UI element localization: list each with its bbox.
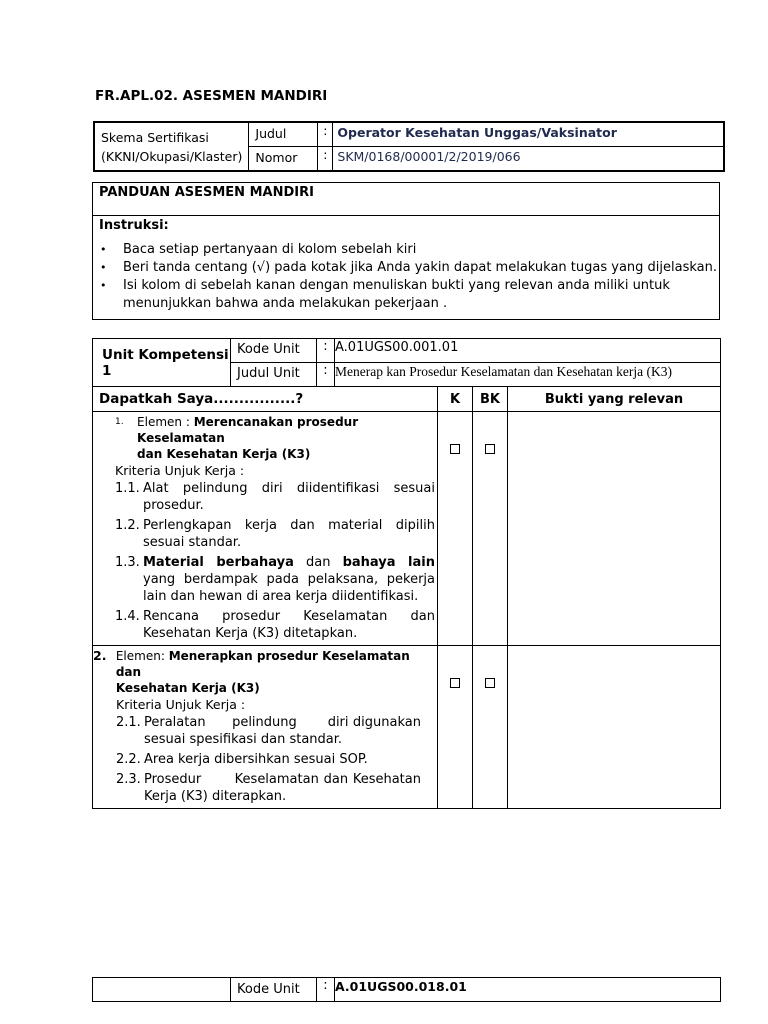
unit-2-kode-value: A.01UGS00.018.01 — [335, 978, 721, 1002]
kuk-number: 1.2. — [115, 518, 140, 533]
k-checkbox[interactable] — [450, 678, 460, 688]
element-2-num: 2. — [93, 648, 107, 663]
bk-cell-2 — [473, 646, 508, 809]
element-1-cell — [93, 412, 438, 646]
nomor-colon: : — [318, 147, 333, 172]
instruction-item: • Baca setiap pertanyaan di kolom sebelah kiri — [123, 241, 719, 259]
element-1-title-line2: dan Kesehatan Kerja (K3) — [137, 447, 311, 461]
panduan-box — [92, 182, 720, 320]
kuk-1-1 — [115, 480, 437, 514]
bk-cell-1 — [473, 412, 508, 646]
element-2-kriteria: Kriteria Unjuk Kerja : — [116, 697, 246, 712]
kuk-number: 2.2. — [116, 752, 141, 767]
kode-unit-label: Kode Unit — [231, 339, 317, 363]
kuk-text: Area kerja dibersihkan sesuai SOP. — [144, 752, 368, 767]
kuk-text: Rencana prosedur Keselamatan dan Kesehatan Kerja (K3) ditetapkan. — [143, 609, 435, 641]
kuk-1-2 — [115, 517, 437, 551]
unit-2-kode-label: Kode Unit — [231, 978, 317, 1002]
kuk-text: Alat pelindung diri diidentifikasi sesuai prosedur. — [143, 481, 435, 513]
element-2-cell — [93, 646, 438, 809]
unit-2-table — [92, 977, 721, 1002]
kuk-1-3 — [115, 554, 437, 605]
unit-label: Unit Kompetensi 1 — [93, 339, 231, 387]
kuk-text-part: yang berdampak pada pelaksana, pekerja lain dan hewan di area kerja diidentifikasi. — [143, 572, 435, 604]
col-bukti-header: Bukti yang relevan — [508, 387, 721, 412]
element-2-prefix: Elemen: — [115, 649, 169, 663]
form-title: FR.APL.02. ASESMEN MANDIRI — [95, 88, 328, 104]
bk-checkbox[interactable] — [485, 678, 495, 688]
skema-label-line1: Skema Sertifikasi — [101, 130, 209, 145]
skema-table — [93, 121, 725, 172]
kuk-2-2 — [116, 751, 437, 768]
kode-unit-value: A.01UGS00.001.01 — [335, 339, 721, 363]
kuk-text: Prosedur Keselamatan dan Kesehatan Kerja (K3) diterapkan. — [144, 772, 426, 804]
element-row-1 — [93, 412, 721, 646]
kuk-text — [143, 554, 437, 605]
instruksi-label: Instruksi: — [99, 218, 169, 233]
col-question-header: Dapatkah Saya................? — [93, 387, 438, 412]
skema-label-line2: (KKNI/Okupasi/Klaster) — [101, 149, 243, 164]
bukti-cell-2[interactable] — [508, 646, 721, 809]
judul-unit-colon: : — [317, 363, 335, 387]
k-checkbox[interactable] — [450, 444, 460, 454]
element-2-title-line1: Menerapkan prosedur Keselamatan dan — [115, 649, 410, 679]
k-cell-2 — [438, 646, 473, 809]
instruction-item: • Beri tanda centang (√) pada kotak jika Anda yakin dapat melakukan tugas yang dijelaskan. — [123, 259, 719, 277]
kuk-text-part: dan — [293, 555, 343, 570]
kuk-number: 2.3. — [116, 772, 141, 787]
unit-kompetensi-table — [92, 338, 721, 809]
element-1-num: 1. — [115, 417, 124, 427]
nomor-label: Nomor — [249, 147, 318, 172]
element-1-prefix: Elemen : — [137, 415, 194, 429]
judul-unit-value: Menerap kan Prosedur Keselamatan dan Kesehatan kerja (K3) — [335, 363, 721, 387]
element-1-title-line1: Merencanakan prosedur Keselamatan — [137, 415, 359, 445]
kuk-number: 1.1. — [115, 481, 140, 496]
unit-2-kode-colon: : — [317, 978, 335, 1002]
panduan-heading: PANDUAN ASESMEN MANDIRI — [93, 183, 719, 216]
element-row-2 — [93, 646, 721, 809]
kuk-bold-2: bahaya lain — [342, 555, 435, 570]
col-bk-header: BK — [473, 387, 508, 412]
kode-colon: : — [317, 339, 335, 363]
bk-checkbox[interactable] — [485, 444, 495, 454]
kuk-number: 1.4. — [115, 609, 140, 624]
instruction-list — [93, 241, 719, 313]
element-1-kriteria: Kriteria Unjuk Kerja : — [115, 463, 245, 478]
kuk-1-4 — [115, 608, 437, 642]
judul-label: Judul — [249, 122, 318, 147]
judul-value: Operator Kesehatan Unggas/Vaksinator — [333, 122, 724, 147]
unit-2-label-cell — [93, 978, 231, 1002]
instruction-item: • Isi kolom di sebelah kanan dengan menuliskan bukti yang relevan anda miliki untuk menunjukkan bahwa anda melakukan pekerjaan . — [123, 277, 719, 313]
skema-label — [94, 122, 249, 171]
judul-colon: : — [318, 122, 333, 147]
kuk-2-3 — [116, 771, 426, 805]
kuk-text: Peralatan pelindung diri digunakan sesuai spesifikasi dan standar. — [144, 715, 426, 747]
col-k-header: K — [438, 387, 473, 412]
kuk-number: 2.1. — [116, 715, 141, 730]
kuk-text: Perlengkapan kerja dan material dipilih sesuai standar. — [143, 518, 435, 550]
kuk-number: 1.3. — [115, 555, 140, 570]
bukti-cell-1[interactable] — [508, 412, 721, 646]
element-2-title-line2: Kesehatan Kerja (K3) — [115, 681, 260, 695]
k-cell-1 — [438, 412, 473, 646]
kuk-bold-1: Material berbahaya — [143, 555, 294, 570]
judul-unit-label: Judul Unit — [231, 363, 317, 387]
kuk-2-1 — [116, 714, 426, 748]
nomor-value: SKM/0168/00001/2/2019/066 — [333, 147, 724, 172]
